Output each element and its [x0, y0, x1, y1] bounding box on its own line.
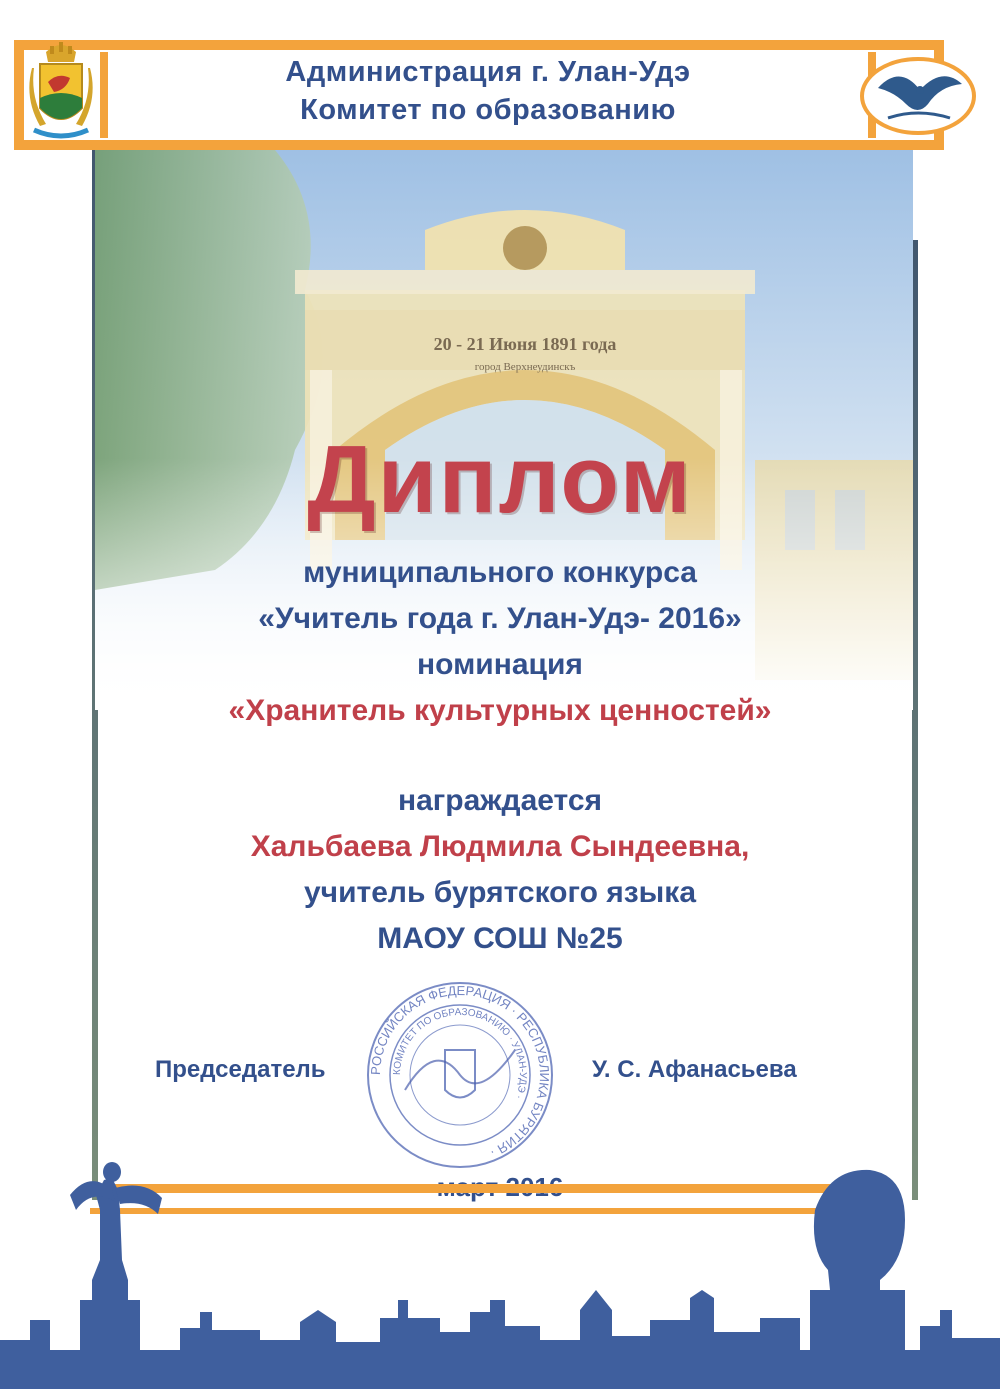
- stamp-outer-text: РОССИЙСКАЯ ФЕДЕРАЦИЯ · РЕСПУБЛИКА БУРЯТИЯ ·: [367, 982, 553, 1161]
- recipient-name: Хальбаева Людмила Сындеевна,: [250, 830, 750, 863]
- city-emblem-icon: [26, 38, 96, 158]
- handwritten-signature: [405, 1050, 515, 1090]
- nomination-name: «Хранитель культурных ценностей»: [228, 694, 772, 727]
- recipient-position: учитель бурятского языка: [303, 876, 697, 909]
- contest-line1: муниципального конкурса: [303, 556, 697, 589]
- stamp-inner-text: КОМИТЕТ ПО ОБРАЗОВАНИЮ · УЛАН-УДЭ ·: [391, 1006, 529, 1101]
- bird-logo-icon: [858, 56, 978, 136]
- official-stamp: [365, 980, 555, 1170]
- frame-top-band-lower: [14, 140, 944, 150]
- nomination-label: номинация: [417, 648, 583, 681]
- awarded-label: награждается: [397, 784, 603, 817]
- header-committee: Комитет по образованию: [300, 94, 676, 126]
- diploma-title: Диплом: [307, 426, 693, 533]
- frame-top-band: [14, 40, 944, 50]
- header: [100, 52, 876, 138]
- header-administration: Администрация г. Улан-Удэ: [285, 56, 691, 88]
- signature-role: Председатель: [155, 1056, 326, 1083]
- frame-left-band: [14, 40, 24, 150]
- city-skyline-silhouette: [0, 1150, 1000, 1389]
- signature-name: У. С. Афанасьева: [592, 1056, 797, 1083]
- recipient-school: МАОУ СОШ №25: [377, 922, 623, 955]
- svg-text:КОМИТЕТ ПО ОБРАЗОВАНИЮ · УЛАН-: [392, 1007, 528, 1101]
- contest-line2: «Учитель года г. Улан-Удэ- 2016»: [258, 602, 742, 635]
